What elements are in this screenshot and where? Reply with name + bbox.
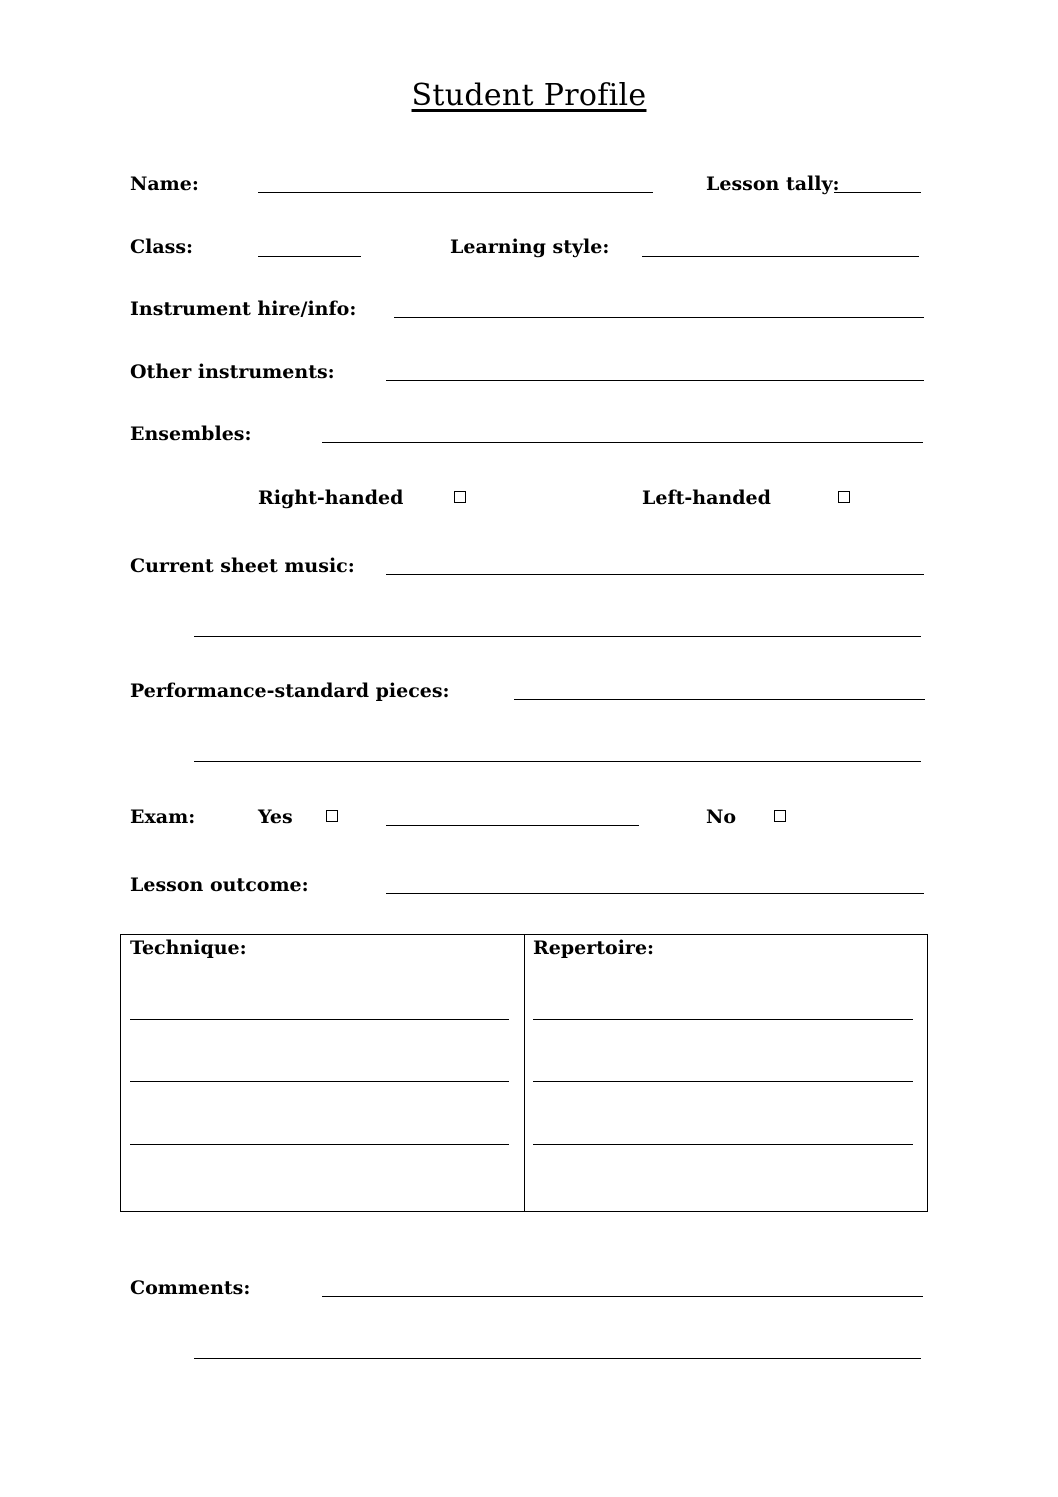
technique-repertoire-table <box>120 934 928 1212</box>
instrument-hire-label: Instrument hire/info: <box>130 298 357 320</box>
comments-field-line[interactable] <box>322 1296 923 1297</box>
exam-details-field-line[interactable] <box>386 825 639 826</box>
name-field-line[interactable] <box>258 192 653 193</box>
learning-style-label: Learning style: <box>450 236 610 258</box>
exam-yes-checkbox[interactable] <box>326 810 338 822</box>
ensembles-field-line[interactable] <box>322 442 923 443</box>
lesson-outcome-label: Lesson outcome: <box>130 874 309 896</box>
right-handed-checkbox[interactable] <box>454 491 466 503</box>
table-divider <box>524 935 525 1211</box>
exam-yes-label: Yes <box>258 806 293 828</box>
page-title: Student Profile <box>411 78 647 113</box>
technique-line[interactable] <box>130 1019 509 1020</box>
comments-field-line-2[interactable] <box>194 1358 921 1359</box>
class-field-line[interactable] <box>258 256 361 257</box>
technique-line[interactable] <box>130 1081 509 1082</box>
class-label: Class: <box>130 236 194 258</box>
right-handed-label: Right-handed <box>258 487 404 509</box>
left-handed-label: Left-handed <box>642 487 771 509</box>
name-label: Name: <box>130 173 199 195</box>
repertoire-line[interactable] <box>533 1144 913 1145</box>
comments-label: Comments: <box>130 1277 251 1299</box>
current-sheet-music-field-line-2[interactable] <box>194 636 921 637</box>
other-instruments-field-line[interactable] <box>386 380 924 381</box>
ensembles-label: Ensembles: <box>130 423 252 445</box>
repertoire-line[interactable] <box>533 1019 913 1020</box>
current-sheet-music-label: Current sheet music: <box>130 555 355 577</box>
performance-pieces-label: Performance-standard pieces: <box>130 680 450 702</box>
exam-no-checkbox[interactable] <box>774 810 786 822</box>
technique-label: Technique: <box>130 937 247 959</box>
exam-label: Exam: <box>130 806 196 828</box>
lesson-outcome-field-line[interactable] <box>386 893 924 894</box>
technique-line[interactable] <box>130 1144 509 1145</box>
learning-style-field-line[interactable] <box>642 256 919 257</box>
instrument-hire-field-line[interactable] <box>394 317 924 318</box>
other-instruments-label: Other instruments: <box>130 361 335 383</box>
performance-pieces-field-line-2[interactable] <box>194 761 921 762</box>
performance-pieces-field-line[interactable] <box>514 699 925 700</box>
left-handed-checkbox[interactable] <box>838 491 850 503</box>
lesson-tally-field-line[interactable] <box>834 192 921 193</box>
repertoire-label: Repertoire: <box>533 937 655 959</box>
repertoire-line[interactable] <box>533 1081 913 1082</box>
lesson-tally-label: Lesson tally: <box>706 173 840 195</box>
current-sheet-music-field-line[interactable] <box>386 574 924 575</box>
exam-no-label: No <box>706 806 737 828</box>
